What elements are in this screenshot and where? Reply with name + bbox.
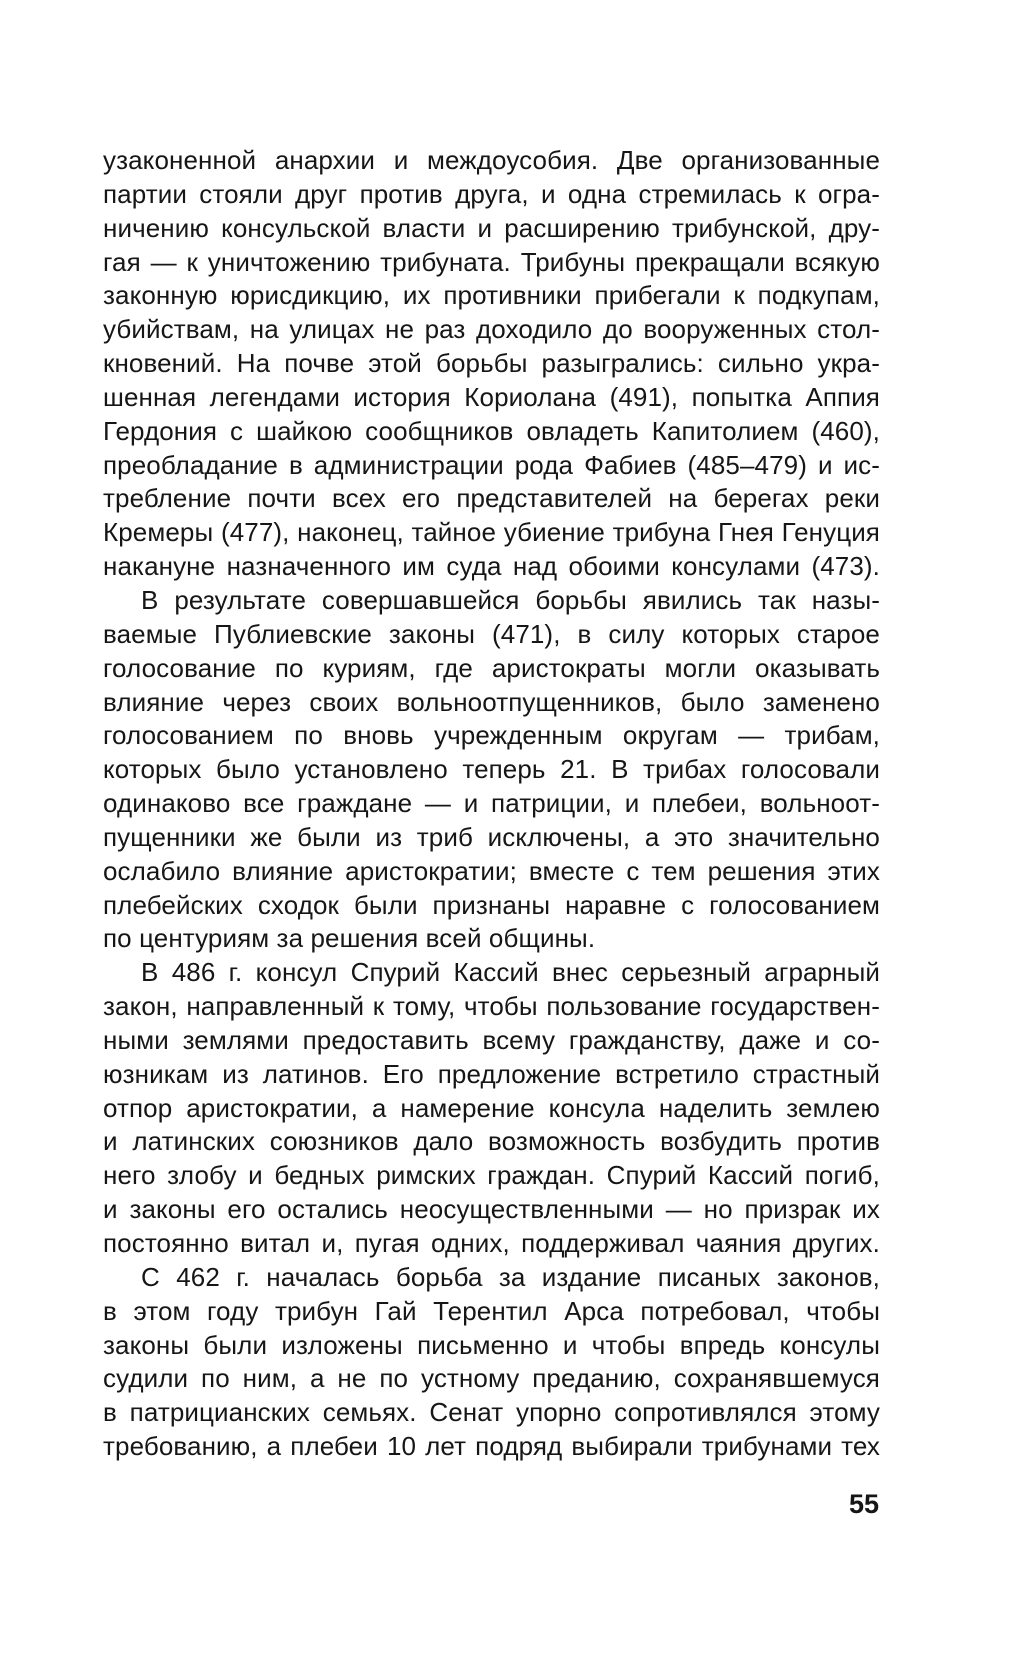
text-line: закон, направленный к тому, чтобы пользование государствен- bbox=[103, 991, 880, 1022]
text-line: Гердония с шайкою сообщников овладеть Капитолием (460), bbox=[103, 415, 880, 446]
text-line: ослабило влияние аристократии; вместе с тем решения этих bbox=[103, 855, 880, 886]
text-line: убийствам, на улицах не раз доходило до вооруженных стол- bbox=[103, 314, 880, 345]
text-line: в патрицианских семьях. Сенат упорно сопротивлялся этому bbox=[103, 1397, 880, 1428]
text-line: требление почти всех его представителей на берегах реки bbox=[103, 483, 880, 514]
text-line: ничению консульской власти и расширению трибунской, дру- bbox=[103, 212, 880, 243]
text-line: него злобу и бедных римских граждан. Спурий Кассий погиб, bbox=[103, 1160, 880, 1191]
text-line: В 486 г. консул Спурий Кассий внес серьезный аграрный bbox=[141, 957, 880, 988]
page-number: 55 bbox=[848, 1489, 879, 1519]
text-line: Кремеры (477), наконец, тайное убиение трибуна Гнея Генуция bbox=[103, 517, 880, 548]
text-line: пущенники же были из триб исключены, а это значительно bbox=[103, 821, 880, 852]
text-line: ными землями предоставить всему гражданству, даже и со- bbox=[103, 1024, 880, 1055]
text-line: и законы его остались неосуществленными — но призрак их bbox=[103, 1194, 880, 1225]
text-line: судили по ним, а не по устному преданию, сохранявшемуся bbox=[103, 1363, 880, 1394]
text-line: накануне назначенного им суда над обоими консулами (473). bbox=[103, 551, 880, 582]
paragraph-4 bbox=[103, 1261, 880, 1464]
text-line: узаконенной анархии и междоусобия. Две организованные bbox=[103, 145, 880, 175]
text-line: влияние через своих вольноотпущенников, было заменено bbox=[103, 686, 880, 717]
text-line: голосование по куриям, где аристократы могли оказывать bbox=[103, 652, 880, 683]
text-line: преобладание в администрации рода Фабиев (485–479) и ис- bbox=[103, 449, 880, 480]
text-line: в этом году трибун Гай Терентил Арса потребовал, чтобы bbox=[103, 1295, 880, 1326]
paragraph-3 bbox=[103, 956, 880, 1261]
text-line: постоянно витал и, пугая одних, поддерживал чаяния других. bbox=[103, 1228, 880, 1258]
text-line: шенная легендами история Кориолана (491), попытка Аппия bbox=[103, 381, 880, 412]
text-line: которых было установлено теперь 21. В трибах голосовали bbox=[103, 754, 880, 785]
text-line: законы были изложены письменно и чтобы впредь консулы bbox=[103, 1329, 880, 1360]
text-line: партии стояли друг против друга, и одна стремилась к огра- bbox=[103, 178, 880, 209]
text-line: В результате совершавшейся борьбы явились так назы- bbox=[141, 584, 880, 615]
text-line: и латинских союзников дало возможность возбудить против bbox=[103, 1126, 880, 1157]
text-line: отпор аристократии, а намерение консула наделить землею bbox=[103, 1092, 880, 1123]
text-line: юзникам из латинов. Его предложение встретило страстный bbox=[103, 1058, 880, 1089]
text-line: требованию, а плебеи 10 лет подряд выбирали трибунами тех bbox=[103, 1431, 880, 1462]
text-line: ваемые Публиевские законы (471), в силу которых старое bbox=[103, 618, 880, 649]
text-line: гая — к уничтожению трибуната. Трибуны прекращали всякую bbox=[103, 246, 880, 277]
text-line: кновений. На почве этой борьбы разыгрались: сильно укра- bbox=[103, 348, 880, 379]
text-line: С 462 г. началась борьба за издание писаных законов, bbox=[141, 1261, 880, 1292]
text-line: по центуриям за решения всей общины. bbox=[103, 923, 596, 954]
text-line: плебейских сходок были признаны наравне с голосованием bbox=[103, 889, 880, 920]
paragraph-1 bbox=[103, 144, 880, 584]
text-line: законную юрисдикцию, их противники прибегали к подкупам, bbox=[103, 280, 880, 311]
text-line: одинаково все граждане — и патриции, и плебеи, вольноот- bbox=[103, 788, 880, 819]
paragraph-2 bbox=[103, 584, 880, 956]
body-text bbox=[103, 144, 880, 1464]
text-line: голосованием по вновь учрежденным округам — трибам, bbox=[103, 720, 880, 751]
